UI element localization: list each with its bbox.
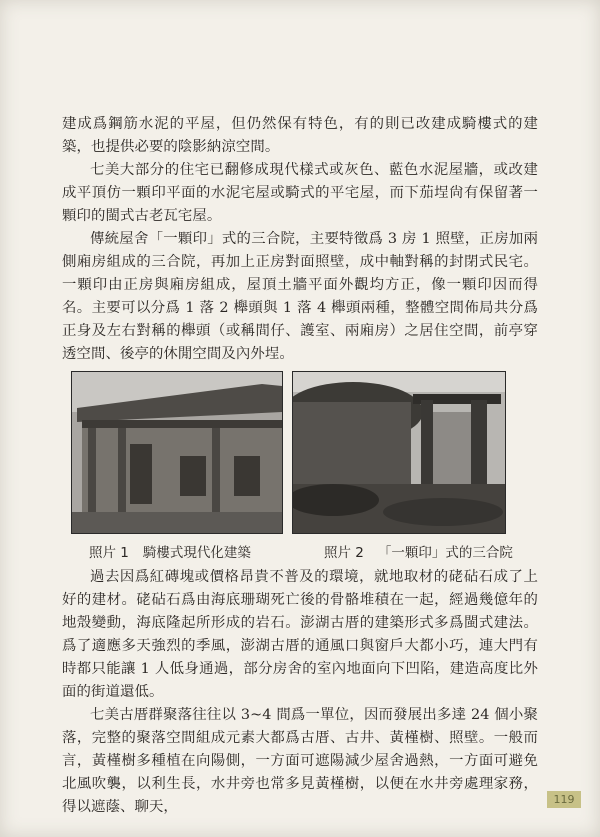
arcade-building-photo <box>71 371 283 534</box>
page-number: 119 <box>547 791 581 808</box>
paragraph-residences: 七美大部分的住宅已翻修成現代樣式或灰色、藍色水泥屋牆，或改建成平頂仿一顆印平面的水泥宅屋或騎式的平宅屋，而下茄埕尙有保留著一顆印的閩式古老瓦宅屋。 <box>62 162 538 224</box>
courtyard-ruin-photo-icon <box>293 372 505 533</box>
photo-2-number: 照片 2 <box>324 545 364 561</box>
photo-1-title: 騎樓式現代化建築 <box>142 545 251 561</box>
arcade-building-photo-icon <box>72 372 282 533</box>
photo-1-number: 照片 1 <box>89 545 129 561</box>
paragraph-settlements: 七美古厝群聚落往往以 3~4 間爲一單位，因而發展出多達 24 個小聚落，完整的聚落空間組成元素大都爲古厝、古井、黃槿樹、照壁。一般而言，黃槿樹多種植在向陽側，一方面可遮陽減少屋舍過熱，一方面可避免北風吹襲，以利生長，水井旁也常多見黃槿樹，以便在水井旁處理家務，得以遮蔭、聊天， <box>62 707 538 815</box>
paragraph-sanheyuan: 傳統屋舍「一顆印」式的三合院，主要特徵爲 3 房 1 照壁，正房加兩側廂房組成的三合院，再加上正房對面照壁，成中軸對稱的封閉式民宅。一顆印由正房與廂房組成，屋頂土牆平面外觀均方正，像一顆印因而得名。主要可以分爲 1 落 2 櫸頭與 1 落 4 櫸頭兩種，整體空間佈局共分爲正身及左右對稱的櫸頭（或稱間仔、護室、兩廂房）之居住空間，前亭穿透空間、後亭的休閒空間及內外埕。 <box>62 231 538 362</box>
lower-text-block <box>62 566 538 819</box>
photo-2-caption <box>324 541 513 561</box>
photo-2-title: 「一顆印」式的三合院 <box>377 545 513 561</box>
courtyard-ruin-photo <box>292 371 506 534</box>
paragraph-coral-stone: 過去因爲紅磚塊或價格昂貴不普及的環境，就地取材的硓砧石成了上好的建材。硓砧石爲由海底珊瑚死亡後的骨骼堆積在一起，經過幾億年的地殼變動，海底隆起所形成的岩石。澎湖古厝的建築形式多爲閩式建法。爲了適應多天強烈的季風，澎湖古厝的通風口與窗戶大都小巧，連大門有時都只能讓 1 人低身通過，部分房舍的室內地面向下凹陷，建造高度比外面的街道還低。 <box>62 569 538 700</box>
paragraph-continuation: 建成爲鋼筋水泥的平屋，但仍然保有特色，有的則已改建成騎樓式的建築，也提供必要的陰影納涼空間。 <box>62 116 538 155</box>
upper-text-block <box>62 113 538 366</box>
photo-1-caption <box>89 541 251 561</box>
